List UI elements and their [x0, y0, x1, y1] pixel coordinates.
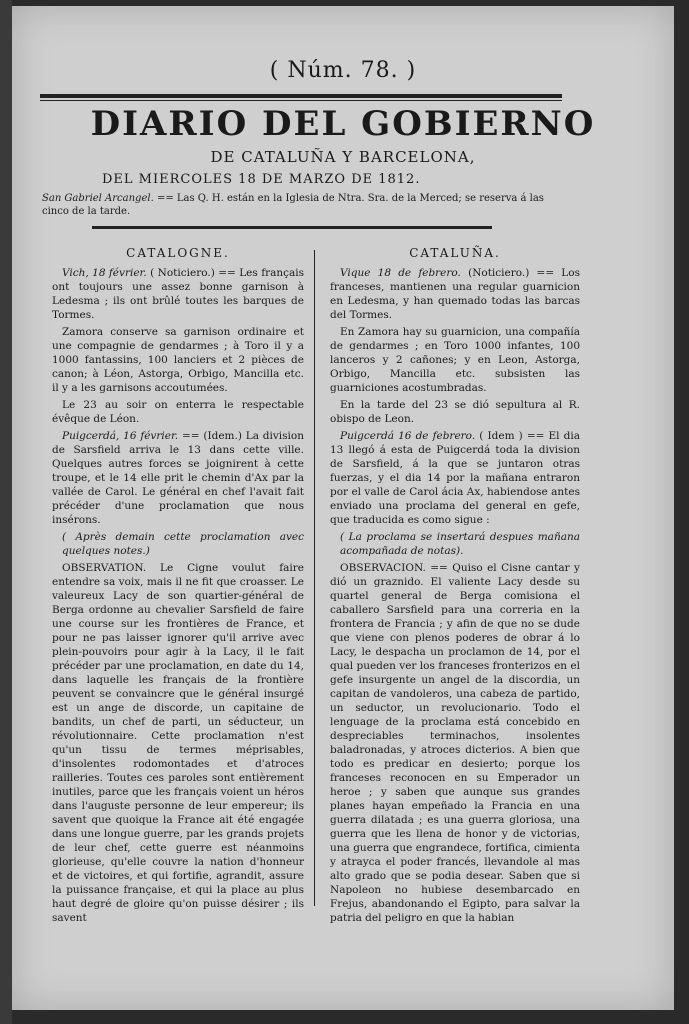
- newspaper-page: [12, 6, 674, 1010]
- issue-number: ( Núm. 78. ): [269, 58, 417, 83]
- column-divider: [314, 250, 315, 906]
- dateline-lead: Vique 18 de febrero.: [340, 267, 461, 279]
- french-column: [52, 246, 304, 928]
- header-rule: [40, 94, 562, 98]
- saint-notice: [42, 192, 572, 218]
- spanish-column: [330, 246, 580, 928]
- saint-name: San Gabriel Arcangel.: [42, 193, 154, 204]
- masthead-subtitle: DE CATALUÑA Y BARCELONA,: [210, 148, 476, 166]
- article-text: == (Idem.) La division de Sarsfield arriva le 13 dans cette ville. Quelques autres forces se joignirent à cette troupe, et le 14 elle prit le chemin d'Ax par la vallée de Carol. Le général en chef l'avait fait précéder d'une proclamation que nous insérons.: [52, 430, 304, 526]
- article-vich: [52, 266, 304, 322]
- dateline-lead: Vich, 18 février.: [62, 267, 147, 279]
- saint-text: == Las Q. H. están en la Iglesia de Ntra. Sra. de la Merced; se reserva á las cinco de la tarde.: [42, 193, 544, 217]
- observation: OBSERVATION. Le Cigne voulut faire entendre sa voix, mais il ne fit que croasser. Le valeureux Lacy de son quartier-général de Berga ordonne au chevalier Sarsfield de faire une course sur les frontières de France, et pour ne pas laisser ignorer qu'il arrive avec plein-pouvoirs pour agir à la Lacy, il le fait précéder par une proclamation, en date du 14, dans laquelle les français de la frontière peuvent se convaincre que le général insurgé est un ange de discorde, un capitaine de bandits, un chef de parti, un séducteur, un révolutionnaire. Cette proclamation n'est qu'un tissu de termes méprisables, d'insolentes rodomontades et d'atroces railleries. Toutes ces paroles sont entièrement inutiles, parce que les français voient un héros dans l'auguste personne de leur empereur; ils savent que quoique la France ait été engagée dans une longue guerre, par les grands projets de leur chef, cette guerre est néanmoins glorieuse, qu'elle couvre la nation d'honneur et de victoires, et qui fortifie, agrandit, assure la puissance française, et qui la place au plus haut degré de gloire qu'on puisse désirer ; ils savent: [52, 562, 304, 924]
- article-puigcerda: [330, 429, 580, 527]
- article-text: ( Idem ) == El dia 13 llegó á esta de Puigcerdá toda la division de Sarsfield, á la que se juntaron otras fuerzas, y el dia 14 por la mañana entraron por el valle de Carol ácia Ax, habiendose antes enviado una proclama del general en gefe, que traducida es como sigue :: [330, 430, 580, 526]
- dateline-lead: Puigcerdá, 16 février.: [62, 430, 179, 442]
- column-heading: CATALUÑA.: [409, 246, 501, 260]
- article-zamora: Zamora conserve sa garnison ordinaire et une compagnie de gendarmes ; à Toro il y a 1000 fantassins, 100 lanciers et 2 pièces de canon; à Léon, Astorga, Orbigo, Mancilla etc. il y a les garnisons accoutumées.: [52, 326, 304, 394]
- masthead-title: DIARIO DEL GOBIERNO: [90, 104, 596, 144]
- dateline: DEL MIERCOLES 18 DE MARZO DE 1812.: [102, 172, 421, 187]
- editorial-note: ( Après demain cette proclamation avec quelques notes.): [62, 531, 304, 557]
- article-text: ( Noticiero.) == Les français ont toujours une assez bonne garnison à Ledesma ; ils ont brûlé toutes les barques de Tormes.: [52, 267, 305, 321]
- section-rule: [92, 226, 492, 229]
- dateline-lead: Puigcerdá 16 de febrero.: [340, 430, 476, 442]
- article-zamora: En Zamora hay su guarnicion, una compañía de gendarmes ; en Toro 1000 infantes, 100 lanceros y 2 cañones; y en Leon, Astorga, Orbigo, Mancilla etc. subsisten las guarniciones acostumbradas.: [330, 326, 580, 394]
- article-vique: [330, 266, 580, 322]
- page-edge: [0, 0, 12, 1024]
- article-leon: Le 23 au soir on enterra le respectable évêque de Léon.: [52, 399, 304, 425]
- column-heading: CATALOGNE.: [126, 246, 230, 260]
- article-leon: En la tarde del 23 se dió sepultura al R. obispo de Leon.: [330, 399, 580, 425]
- observation: OBSERVACION. == Quiso el Cisne cantar y dió un graznido. El valiente Lacy desde su quartel general de Berga comisiona el caballero Sarsfield para una correria en la frontera de Francia ; y afin de que no se dude que viene con plenos poderes de obrar á lo Lacy, le despacha un proclamon de 14, por el qual pueden ver los franceses fronterizos en el gefe insurgente un angel de la discordia, un capitan de vandoleros, una cabeza de partido, un seductor, un revolucionario. Todo el lenguage de la proclama está concebido en despreciables terminachos, insolentes baladronadas, y atroces dicterios. A bien que todo es predicar en desierto; porque los franceses reconocen en su Emperador un heroe ; y saben que aunque sus grandes planes hayan empeñado la Francia en una guerra dilatada ; es una guerra gloriosa, una guerra que les llena de honor y de victorias, una guerra que engrandece, fortifica, cimienta y atrayca el poder francés, llevandole al mas alto grado que se podia desear. Saben que si Napoleon no hubiese desembarcado en Frejus, abandonando el Egipto, para salvar la patria del peligro en que la habian: [330, 562, 580, 924]
- editorial-note: ( La proclama se insertará despues mañana acompañada de notas).: [340, 531, 580, 557]
- article-text: (Noticiero.) == Los franceses, mantienen una regular guarnicion en Ledesma, y han quemado todas las barcas del Tormes.: [330, 267, 580, 321]
- header-rule-thin: [40, 100, 562, 101]
- article-puigcerda: [52, 429, 304, 527]
